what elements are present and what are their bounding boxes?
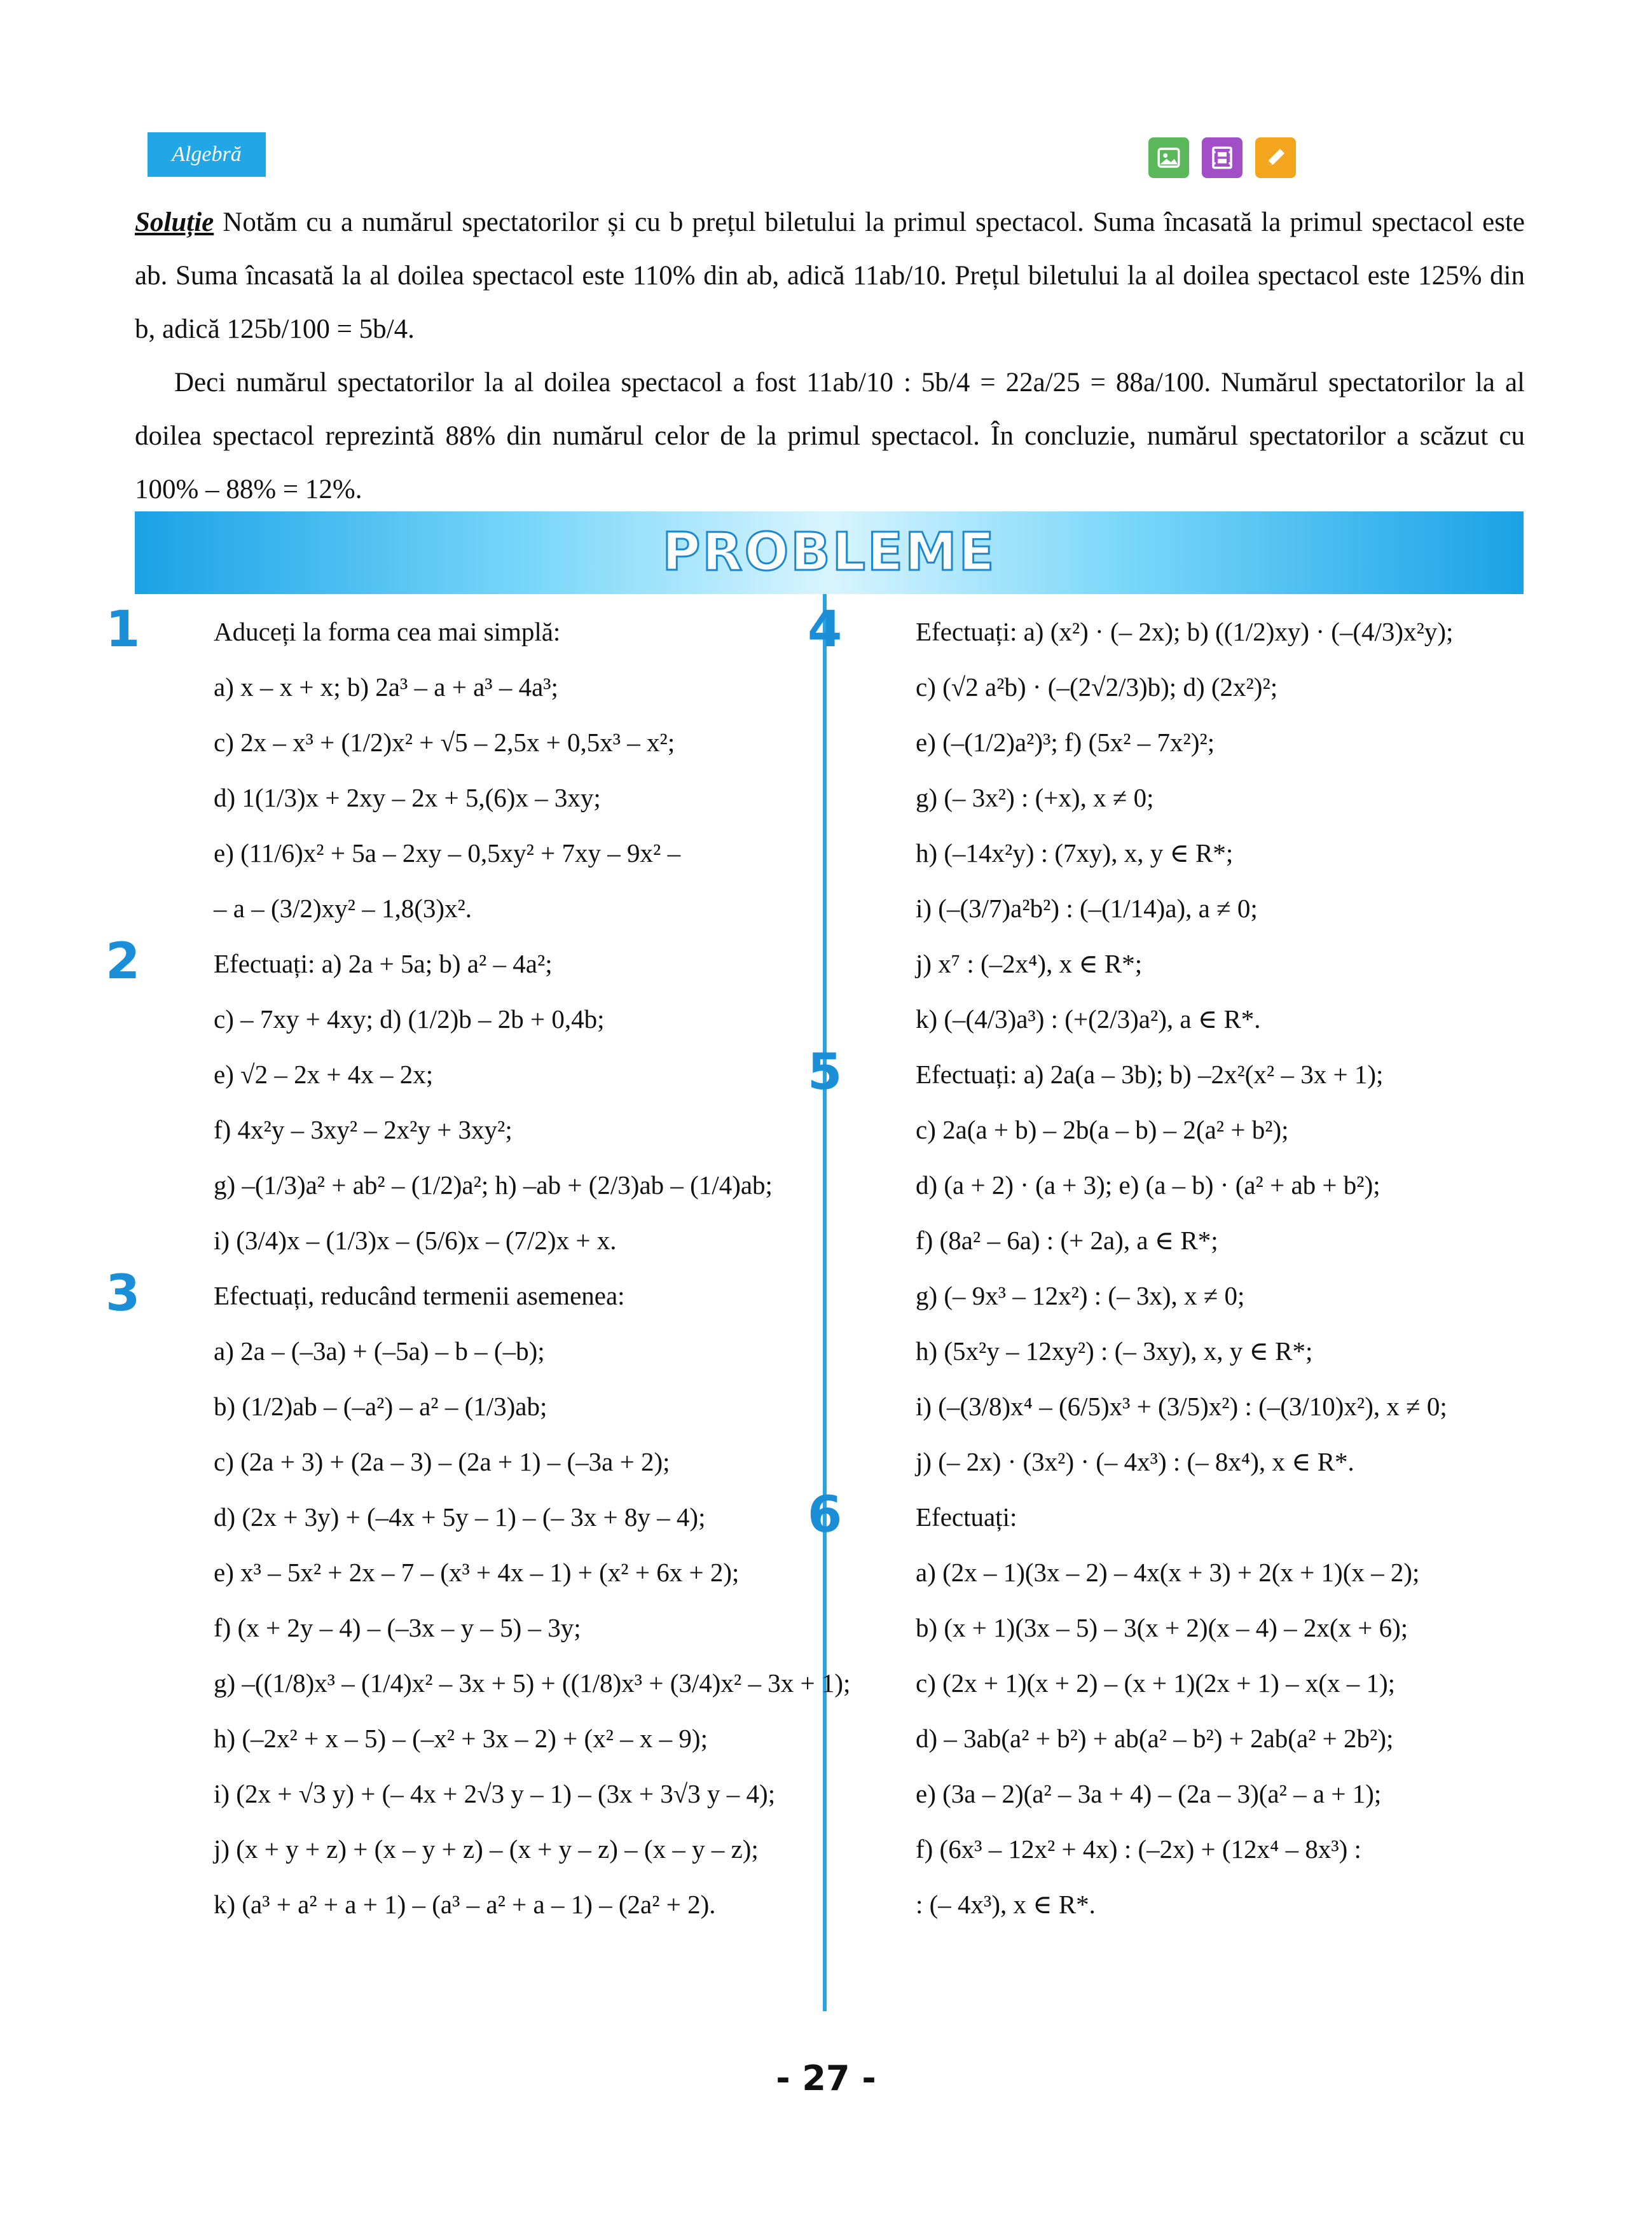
problem-item: f) (8a² – 6a) : (+ 2a), a ∈ R*; [916, 1226, 1218, 1255]
problem-heading: Efectuați: a) 2a + 5a; b) a² – 4a²; [214, 949, 553, 978]
problem-item: j) (x + y + z) + (x – y + z) – (x + y – z) – (x – y – z); [214, 1834, 759, 1864]
problem-item: d) (2x + 3y) + (–4x + 5y – 1) – (– 3x + 8y – 4); [214, 1502, 706, 1532]
problem-item: c) (2a + 3) + (2a – 3) – (2a + 1) – (–3a + 2); [214, 1447, 670, 1476]
problem-number: 4 [808, 601, 843, 658]
problem-item: a) (2x – 1)(3x – 2) – 4x(x + 3) + 2(x + 1)(x – 2); [916, 1558, 1420, 1587]
problem-item: j) x⁷ : (–2x⁴), x ∈ R*; [916, 949, 1143, 978]
problem-item: c) (√2 a²b) · (–(2√2/3)b); d) (2x²)²; [916, 672, 1278, 702]
problem-item: e) x³ – 5x² + 2x – 7 – (x³ + 4x – 1) + (x² + 6x + 2); [214, 1558, 740, 1587]
problem-item: b) (x + 1)(3x – 5) – 3(x + 2)(x – 4) – 2x(x + 6); [916, 1613, 1408, 1642]
problem-heading: Efectuați: a) (x²) · (– 2x); b) ((1/2)xy) · (–(4/3)x²y); [916, 617, 1454, 646]
banner-title: PROBLEME [662, 522, 996, 583]
problem-item: c) 2a(a + b) – 2b(a – b) – 2(a² + b²); [916, 1115, 1289, 1144]
problem-5 [808, 1044, 1524, 1490]
media-icons [1148, 137, 1296, 178]
problem-2 [106, 933, 822, 1268]
left-column [106, 601, 851, 1932]
problem-item: k) (–(4/3)a³) : (+(2/3)a²), a ∈ R*. [916, 1004, 1261, 1034]
problem-1 [106, 601, 822, 936]
problem-item: i) (2x + √3 y) + (– 4x + 2√3 y – 1) – (3x + 3√3 y – 4); [214, 1779, 776, 1808]
problem-6 [808, 1486, 1524, 1932]
problem-item: d) (a + 2) · (a + 3); e) (a – b) · (a² + ab + b²); [916, 1170, 1380, 1200]
problem-item: e) (11/6)x² + 5a – 2xy – 0,5xy² + 7xy – 9x² – [214, 838, 681, 868]
problem-heading: Aduceți la forma cea mai simplă: [214, 617, 561, 646]
problem-item: f) 4x²y – 3xy² – 2x²y + 3xy²; [214, 1115, 513, 1144]
problem-item: – a – (3/2)xy² – 1,8(3)x². [214, 894, 472, 923]
right-column [808, 601, 1524, 1932]
problems-banner [135, 511, 1524, 594]
problem-item: h) (–2x² + x – 5) – (–x² + 3x – 2) + (x² – x – 9); [214, 1724, 708, 1753]
problem-item: d) – 3ab(a² + b²) + ab(a² – b²) + 2ab(a² + 2b²); [916, 1724, 1394, 1753]
problem-item: h) (–14x²y) : (7xy), x, y ∈ R*; [916, 838, 1234, 868]
page-number: - 27 - [776, 2058, 876, 2098]
pencil-icon[interactable] [1255, 137, 1296, 178]
problem-item: k) (a³ + a² + a + 1) – (a³ – a² + a – 1) – (2a² + 2). [214, 1890, 716, 1919]
problem-item: a) x – x + x; b) 2a³ – a + a³ – 4a³; [214, 672, 558, 702]
problem-item: : (– 4x³), x ∈ R*. [916, 1890, 1096, 1919]
problem-item: f) (x + 2y – 4) – (–3x – y – 5) – 3y; [214, 1613, 581, 1642]
problem-item: f) (6x³ – 12x² + 4x) : (–2x) + (12x⁴ – 8x³) : [916, 1834, 1361, 1864]
solution-paragraph-1: Notăm cu a numărul spectatorilor și cu b prețul biletului la primul spectacol. Suma încasată la primul spectacol este ab. Suma încasată la al doilea spectacol este 110% din ab, adică 11ab/10. Prețul biletului la al doilea spectacol este 125% din b, adică 125b/100 = 5b/4. [135, 207, 1525, 344]
problem-item: b) (1/2)ab – (–a²) – a² – (1/3)ab; [214, 1392, 547, 1421]
problem-number: 1 [106, 601, 141, 658]
problem-item: i) (3/4)x – (1/3)x – (5/6)x – (7/2)x + x. [214, 1226, 617, 1255]
problem-item: a) 2a – (–3a) + (–5a) – b – (–b); [214, 1336, 545, 1366]
problem-item: g) –(1/3)a² + ab² – (1/2)a²; h) –ab + (2/3)ab – (1/4)ab; [214, 1170, 773, 1200]
problem-number: 5 [808, 1044, 843, 1101]
problem-item: e) √2 – 2x + 4x – 2x; [214, 1060, 434, 1089]
problem-item: c) (2x + 1)(x + 2) – (x + 1)(2x + 1) – x(x – 1); [916, 1668, 1396, 1698]
solution-label: Soluție [135, 207, 214, 237]
column-divider [823, 594, 827, 2011]
problem-number: 3 [106, 1265, 141, 1322]
problem-item: g) (– 9x³ – 12x²) : (– 3x), x ≠ 0; [916, 1281, 1245, 1310]
problem-item: e) (3a – 2)(a² – 3a + 4) – (2a – 3)(a² – a + 1); [916, 1779, 1382, 1808]
problem-item: i) (–(3/8)x⁴ – (6/5)x³ + (3/5)x²) : (–(3/10)x²), x ≠ 0; [916, 1392, 1447, 1421]
problem-4 [808, 601, 1524, 1047]
problem-item: g) –((1/8)x³ – (1/4)x² – 3x + 5) + ((1/8)x³ + (3/4)x² – 3x + 1); [214, 1668, 851, 1698]
problem-item: i) (–(3/7)a²b²) : (–(1/14)a), a ≠ 0; [916, 894, 1258, 923]
problem-item: d) 1(1/3)x + 2xy – 2x + 5,(6)x – 3xy; [214, 783, 601, 812]
problem-number: 6 [808, 1486, 843, 1544]
problem-item: e) (–(1/2)a²)³; f) (5x² – 7x²)²; [916, 728, 1215, 757]
problem-3 [106, 1265, 851, 1932]
solution-text [135, 196, 1525, 516]
problem-item: c) 2x – x³ + (1/2)x² + √5 – 2,5x + 0,5x³ – x²; [214, 728, 675, 757]
problem-heading: Efectuați: a) 2a(a – 3b); b) –2x²(x² – 3x + 1); [916, 1060, 1384, 1089]
image-icon[interactable] [1148, 137, 1189, 178]
section-tag: Algebră [148, 132, 266, 177]
problem-heading: Efectuați, reducând termenii asemenea: [214, 1281, 625, 1310]
problem-item: h) (5x²y – 12xy²) : (– 3xy), x, y ∈ R*; [916, 1336, 1313, 1366]
problem-item: j) (– 2x) · (3x²) · (– 4x³) : (– 8x⁴), x ∈ R*. [916, 1447, 1354, 1476]
solution-paragraph-2: Deci numărul spectatorilor la al doilea spectacol a fost 11ab/10 : 5b/4 = 22a/25 = 88a/100. Numărul spectatorilor la al doilea spectacol reprezintă 88% din numărul celor de la primul spectacol. În concluzie, numărul spectatorilor a scăzut cu 100% – 88% = 12%. [135, 368, 1525, 504]
film-icon[interactable] [1202, 137, 1242, 178]
problem-item: g) (– 3x²) : (+x), x ≠ 0; [916, 783, 1154, 812]
problem-number: 2 [106, 933, 141, 990]
problem-heading: Efectuați: [916, 1502, 1017, 1532]
problem-item: c) – 7xy + 4xy; d) (1/2)b – 2b + 0,4b; [214, 1004, 605, 1034]
